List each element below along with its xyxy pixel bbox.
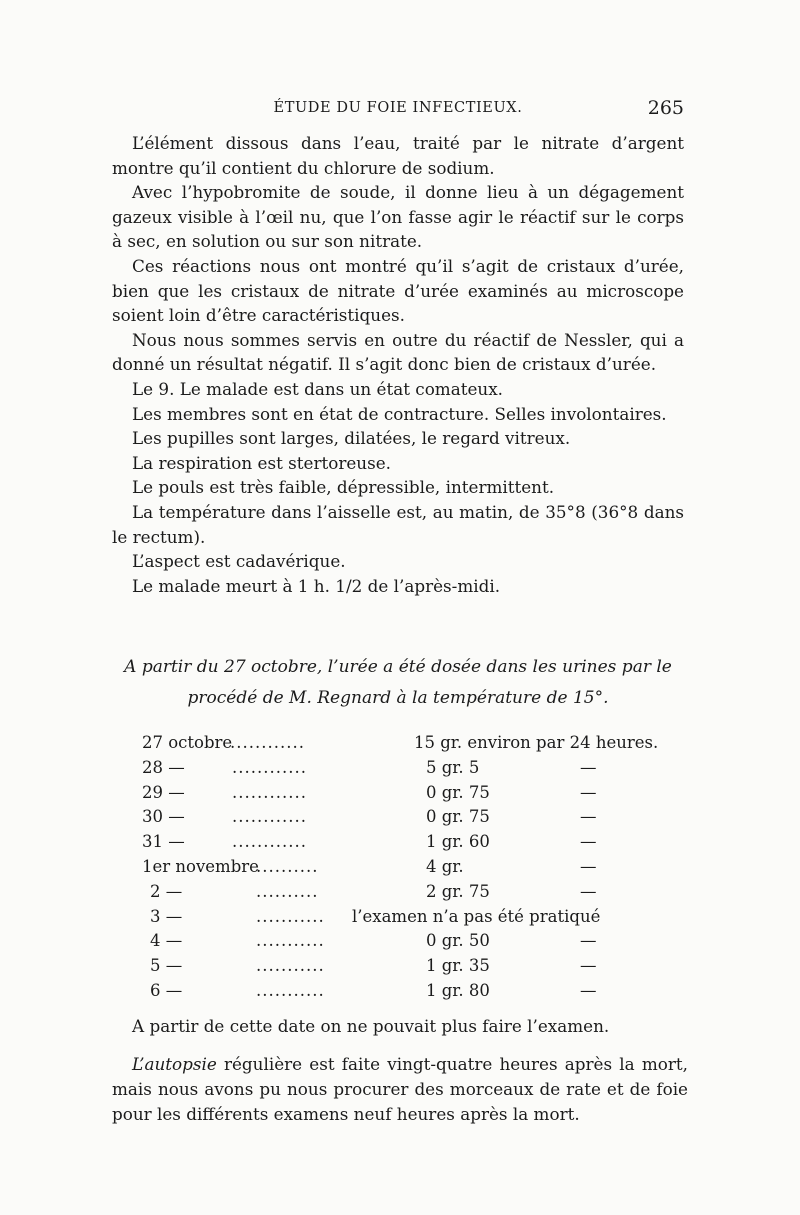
paragraph: La respiration est stertoreuse.	[132, 452, 391, 473]
paragraph: Nous nous sommes servis en outre du réactif de Nessler, qui a donné un résultat négatif. Il s’agit donc bien de cristaux d’urée.	[112, 329, 684, 375]
autopsy-paragraph	[112, 1052, 688, 1127]
leader-dots: ..........	[256, 856, 319, 876]
row-value: 15 gr. environ par 24 heures.	[414, 733, 659, 752]
leader-dots: ...........	[256, 980, 325, 1000]
autopsy-text: régulière est faite vingt-quatre heures après la mort, mais nous avons pu nous procurer des morceaux de rate et de foie pour les différents examens neuf heures après la mort.	[112, 1054, 688, 1124]
table-row	[142, 882, 662, 907]
table-row	[142, 733, 662, 758]
leader-dots: ...........	[256, 931, 325, 951]
table-row	[142, 832, 662, 857]
table-row	[142, 758, 662, 783]
paragraph: Avec l’hypobromite de soude, il donne lieu à un dégagement gazeux visible à l’œil nu, que l’on fasse agir le réactif sur le corps à sec, en solution ou sur son nitrate.	[112, 182, 684, 252]
row-value: 1 gr. 60	[426, 832, 490, 852]
leader-dots: ............	[232, 782, 307, 802]
paragraph: L’élément dissous dans l’eau, traité par le nitrate d’argent montre qu’il contient du chlorure de sodium.	[112, 133, 684, 178]
row-value: 2 gr. 75	[426, 881, 490, 901]
leader-dots: ..........	[256, 881, 319, 901]
table-row	[142, 956, 662, 981]
row-value: 1 gr. 35	[426, 956, 490, 976]
row-value: 0 gr. 75	[426, 807, 490, 827]
leader-dots: ............	[232, 832, 307, 852]
row-date: 31 —	[142, 832, 185, 852]
after-table-text	[112, 1014, 684, 1039]
leader-dots: ............	[232, 807, 307, 827]
row-value: 5 gr. 5	[426, 757, 480, 777]
row-date: 3 —	[150, 906, 183, 926]
row-date: 29 —	[142, 782, 185, 802]
ditto-dash: —	[580, 807, 597, 827]
body-text	[112, 131, 684, 598]
row-date: 5 —	[150, 956, 183, 976]
table-row	[142, 981, 662, 1006]
table-row	[142, 907, 662, 932]
paragraph: A partir de cette date on ne pouvait plus faire l’examen.	[132, 1016, 610, 1036]
leader-dots: ...........	[256, 956, 325, 976]
leader-dots: ............	[232, 757, 307, 777]
row-value: l’examen n’a pas été pratiqué	[352, 906, 601, 926]
page-header	[112, 97, 684, 121]
row-date: 30 —	[142, 807, 185, 827]
page-number: 265	[647, 97, 684, 119]
ditto-dash: —	[580, 980, 597, 1000]
ditto-dash: —	[580, 832, 597, 852]
autopsy-term: L’autopsie	[132, 1054, 217, 1074]
paragraph: Le malade meurt à 1 h. 1/2 de l’après-midi.	[132, 575, 501, 596]
ditto-dash: —	[580, 881, 597, 901]
paragraph: Les pupilles sont larges, dilatées, le regard vitreux.	[132, 428, 571, 449]
table-caption: A partir du 27 octobre, l’urée a été dosée dans les urines par le procédé de M. Regnard à la température de 15°.	[124, 657, 672, 708]
running-title: ÉTUDE DU FOIE INFECTIEUX.	[273, 100, 523, 116]
ditto-dash: —	[580, 757, 597, 777]
row-value: 4 gr.	[426, 856, 464, 876]
table-row	[142, 931, 662, 956]
row-date: 2 —	[150, 881, 183, 901]
row-value: 0 gr. 75	[426, 782, 490, 802]
leader-dots: ...........	[256, 906, 325, 926]
row-date: 1er novembre	[142, 856, 259, 876]
ditto-dash: —	[580, 931, 597, 951]
ditto-dash: —	[580, 856, 597, 876]
table-row	[142, 857, 662, 882]
paragraph: Le pouls est très faible, dépressible, intermittent.	[132, 477, 555, 498]
paragraph: L’aspect est cadavérique.	[132, 551, 346, 572]
leader-dots: ............	[230, 733, 305, 752]
row-date: 4 —	[150, 931, 183, 951]
paragraph: Le 9. Le malade est dans un état comateux.	[132, 378, 503, 399]
row-value: 1 gr. 80	[426, 980, 490, 1000]
ditto-dash: —	[580, 782, 597, 802]
row-date: 6 —	[150, 980, 183, 1000]
row-value: 0 gr. 50	[426, 931, 490, 951]
paragraph	[112, 1052, 688, 1127]
table-row	[142, 783, 662, 808]
table-row	[142, 807, 662, 832]
paragraph: Ces réactions nous ont montré qu’il s’agit de cristaux d’urée, bien que les cristaux de nitrate d’urée examinés au microscope soient loin d’être caractéristiques.	[112, 255, 684, 326]
row-date: 28 —	[142, 757, 185, 777]
paragraph: La température dans l’aisselle est, au matin, de 35°8 (36°8 dans le rectum).	[112, 501, 684, 547]
ditto-dash: —	[580, 956, 597, 976]
urea-table	[142, 733, 662, 1006]
row-date: 27 octobre	[142, 733, 233, 752]
paragraph: Les membres sont en état de contracture. Selles involontaires.	[132, 403, 667, 424]
